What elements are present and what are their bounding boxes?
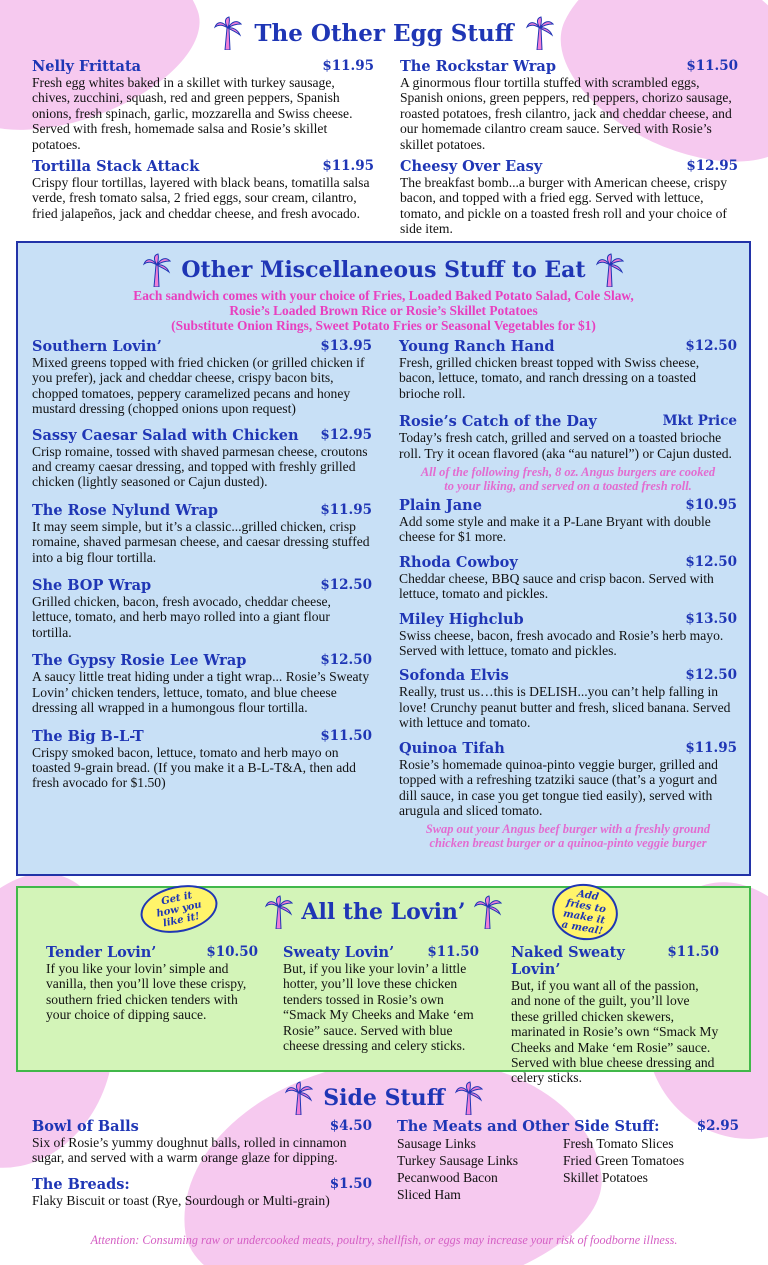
item-description: Really, trust us…this is DELISH...you can’t help falling in love! Crunchy peanut butter and fresh, sliced banana. Served with lettuce and tomato. (399, 684, 731, 731)
palm-tree-icon (143, 253, 171, 287)
item-title (400, 158, 738, 175)
item-price: $11.50 (686, 58, 738, 74)
item-name: Plain Jane (399, 497, 482, 515)
side-column-right (397, 1118, 739, 1203)
badge-text: Add fries to make it a meal! (560, 888, 607, 938)
item-price: $11.95 (322, 58, 374, 74)
item-name: Tender Lovin’ (46, 944, 157, 961)
item-price: $12.95 (686, 158, 738, 175)
item-title (32, 502, 372, 519)
lovin-column-1 (46, 944, 258, 1023)
item-price: $11.50 (667, 944, 719, 960)
item-title (399, 413, 737, 430)
item-name: The Gypsy Rosie Lee Wrap (32, 652, 247, 670)
item-name: Rosie’s Catch of the Day (399, 413, 597, 431)
item-title (32, 338, 372, 355)
item-description: But, if you like your lovin’ a little hotter, you’ll love these chicken tenders tossed in Rosie’s own “Smack My Cheeks and Make ‘em Rosie” sauce. Served with blue cheese dressing and celery sticks. (283, 961, 474, 1054)
section-title-misc (16, 250, 751, 290)
item-price: $2.95 (696, 1118, 739, 1134)
item-description: A ginormous flour tortilla stuffed with scrambled eggs, Spanish onions, green peppers, red peppers, chorizo sausage, roasted potatoes, fresh cilantro, jack and cheddar cheese, and our homemade cilantro cream sauce. Served with Rosie’s skillet potatoes. (400, 75, 732, 152)
item-price: $10.95 (685, 497, 737, 514)
note-line: Each sandwich comes with your choice of Fries, Loaded Baked Potato Salad, Cole Slaw, (133, 288, 634, 303)
item-title (32, 158, 374, 175)
item-price: $12.50 (685, 667, 737, 684)
side-column-left (32, 1118, 372, 1214)
item-description: Flaky Biscuit or toast (Rye, Sourdough or Multi-grain) (32, 1192, 330, 1208)
meats-list (397, 1135, 739, 1203)
badge-text: Get it how you like it! (155, 889, 203, 930)
item-description: Today’s fresh catch, grilled and served on a toasted brioche roll. Try it ocean flavored (aka “au naturel”) or Cajun dusted. (399, 430, 732, 461)
menu-item (400, 158, 738, 237)
item-name: Cheesy Over Easy (400, 158, 543, 176)
note-line: All of the following fresh, 8 oz. Angus burgers are cooked (420, 465, 716, 480)
item-title (399, 554, 737, 571)
palm-tree-icon (596, 253, 624, 287)
item-description: Swiss cheese, bacon, fresh avocado and Rosie’s herb mayo. Served with lettuce, tomato and pickles. (399, 627, 724, 659)
menu-item (32, 427, 372, 490)
menu-item (32, 502, 372, 565)
item-title (399, 497, 737, 514)
item-name: Rhoda Cowboy (399, 553, 518, 571)
misc-column-right (399, 338, 737, 850)
food-safety-footer: Attention: Consuming raw or undercooked meats, poultry, shellfish, or eggs may increase your risk of foodborne illness. (90, 1233, 678, 1247)
item-name: Young Ranch Hand (399, 338, 555, 355)
item-price: $10.50 (206, 944, 258, 960)
section-title-text: All the Lovin’ (301, 899, 466, 925)
menu-item (32, 58, 374, 152)
item-description: Mixed greens topped with fried chicken (or grilled chicken if you prefer), jack and cheddar cheese, crispy bacon bits, chopped tomatoes, peppery caramelized pecans and honey mustard dressing (chopped onions upon request) (32, 355, 365, 417)
note-line: to your liking, and served on a toasted fresh roll. (444, 479, 692, 494)
item-title (400, 58, 738, 75)
menu-item (399, 413, 737, 461)
item-title (32, 728, 372, 745)
item-description: If you like your lovin’ simple and vanilla, then you’ll love these crispy, southern fried chicken tenders with your choice of dipping sauce. (46, 961, 247, 1023)
item-name: The Breads: (32, 1175, 130, 1193)
item-title (32, 427, 372, 444)
item-price: $11.95 (685, 739, 737, 756)
item-title (399, 338, 737, 355)
item-name: Naked Sweaty Lovin’ (511, 944, 625, 978)
menu-item (32, 1118, 372, 1166)
item-name: Sofonda Elvis (399, 667, 509, 685)
item-description: Fresh, grilled chicken breast topped with Swiss cheese, bacon, lettuce, tomato, and ranch dressing on a toasted brioche roll. (399, 355, 700, 401)
item-name: The Rockstar Wrap (400, 58, 556, 75)
list-item: Turkey Sausage Links (397, 1153, 519, 1168)
item-name: The Big B-L-T (32, 727, 144, 745)
palm-tree-icon (455, 1081, 483, 1115)
item-description: Crisp romaine, tossed with shaved parmesan cheese, croutons and creamy caesar dressing, and topped with freshly grilled chicken (lightly seasoned or Cajun dusted). (32, 443, 368, 490)
item-title (32, 1118, 372, 1135)
item-name: The Rose Nylund Wrap (32, 501, 219, 519)
menu-item (32, 577, 372, 640)
section-title-text: Side Stuff (323, 1085, 445, 1111)
section-title-lovin (16, 892, 751, 932)
item-price: $4.50 (329, 1118, 372, 1134)
menu-item (399, 338, 737, 401)
item-title (32, 58, 374, 75)
item-price: $12.50 (685, 338, 737, 354)
note-line: (Substitute Onion Rings, Sweet Potato Fries or Seasonal Vegetables for $1) (171, 318, 596, 333)
section-title-text: Other Miscellaneous Stuff to Eat (181, 257, 586, 283)
misc-column-left (32, 338, 372, 797)
item-name: Nelly Frittata (32, 58, 142, 75)
list-item: Skillet Potatoes (563, 1170, 648, 1185)
meats-list-col1 (397, 1135, 563, 1203)
item-title (399, 667, 737, 684)
note-line: chicken breast burger or a quinoa-pinto veggie burger (429, 836, 707, 851)
menu-item (32, 338, 372, 417)
item-price: $11.50 (320, 727, 372, 744)
list-item: Sliced Ham (397, 1187, 461, 1202)
item-description: Grilled chicken, bacon, fresh avocado, cheddar cheese, lettuce, tomato, and herb mayo rolled into a giant flour tortilla. (32, 594, 331, 640)
note-line: Swap out your Angus beef burger with a freshly ground (425, 822, 711, 837)
menu-item (399, 497, 737, 545)
item-price: $12.50 (320, 577, 372, 594)
list-item: Sausage Links (397, 1136, 476, 1151)
item-name: She BOP Wrap (32, 577, 152, 595)
palm-tree-icon (526, 16, 554, 50)
section-title-other-egg (0, 14, 768, 52)
burger-note (399, 465, 737, 493)
item-price: $13.50 (685, 610, 737, 627)
item-title (46, 944, 258, 961)
menu-item (400, 58, 738, 152)
item-name: The Meats and Other Side Stuff: (397, 1118, 660, 1135)
item-price: $11.95 (320, 501, 372, 518)
egg-column-right (400, 58, 738, 243)
item-name: Sweaty Lovin’ (283, 944, 395, 961)
item-name: Miley Highclub (399, 610, 524, 628)
palm-tree-icon (265, 895, 293, 929)
menu-item (32, 1176, 372, 1208)
item-description: Crispy flour tortillas, layered with black beans, tomatilla salsa verde, fresh tomato salsa, 2 fried eggs, sour cream, cilantro, fried jalapeños, jack and cheddar cheese, and fresh avocado. (32, 175, 370, 221)
menu-item (399, 554, 737, 602)
lovin-column-3 (511, 944, 719, 1086)
item-title (283, 944, 479, 961)
menu-item (399, 740, 737, 819)
palm-tree-icon (474, 895, 502, 929)
palm-tree-icon (285, 1081, 313, 1115)
item-title (399, 740, 737, 757)
item-description: Rosie’s homemade quinoa-pinto veggie burger, grilled and topped with a refreshing tzatziki sauce (that’s a yogurt and dill sauce, in case you get tongue tied easily), served with arugula and sliced tomato. (399, 756, 718, 818)
section-title-text: The Other Egg Stuff (254, 19, 514, 47)
item-description: Fresh egg whites baked in a skillet with turkey sausage, chives, zucchini, squash, red and green peppers, Spanish onions, fresh spinach, garlic, mozzarella and Swiss cheese. Served with fresh, homemade salsa and Rosie’s skillet potatoes. (32, 75, 353, 152)
item-price: $11.50 (427, 944, 479, 960)
item-price: $11.95 (322, 158, 374, 175)
item-name: Tortilla Stack Attack (32, 158, 200, 176)
item-title (511, 944, 719, 978)
item-price: $12.50 (685, 553, 737, 570)
item-description: Six of Rosie’s yummy doughnut balls, rolled in cinnamon sugar, and served with a warm orange glaze for dipping. (32, 1135, 347, 1166)
item-price: Mkt Price (662, 413, 737, 430)
menu-item (32, 158, 374, 221)
item-name: Bowl of Balls (32, 1118, 139, 1135)
palm-tree-icon (214, 16, 242, 50)
egg-column-left (32, 58, 374, 227)
swap-note (399, 822, 737, 850)
list-item: Fresh Tomato Slices (563, 1136, 674, 1151)
item-title (32, 1176, 372, 1193)
lovin-column-2 (283, 944, 479, 1053)
item-description: Crispy smoked bacon, lettuce, tomato and herb mayo on toasted 9-grain bread. (If you make it a B-L-T&A, then add fresh avocado for $1.50) (32, 744, 356, 791)
item-name: Southern Lovin’ (32, 338, 162, 355)
menu-item (32, 728, 372, 791)
item-name: Sassy Caesar Salad with Chicken (32, 426, 299, 444)
item-price: $12.95 (320, 426, 372, 443)
menu-item (32, 652, 372, 715)
item-title (397, 1118, 739, 1135)
item-name: Quinoa Tifah (399, 739, 505, 757)
item-title (32, 577, 372, 594)
meats-list-col2 (563, 1135, 684, 1203)
list-item: Fried Green Tomatoes (563, 1153, 685, 1168)
item-price: $13.95 (320, 338, 372, 354)
item-description: The breakfast bomb...a burger with American cheese, crispy bacon, and topped with a fried egg. Served with lettuce, tomato, and pickle on a toasted fresh roll and your choice of side item. (400, 175, 728, 237)
menu-item (399, 667, 737, 730)
sandwich-sides-note (16, 288, 751, 333)
item-description: But, if you want all of the passion, and none of the guilt, you’ll love these grilled chicken skewers, marinated in Rosie’s own “Smack My Cheeks and Make ‘em Rosie” sauce. Served with blue cheese dressing and celery sticks. (511, 978, 719, 1086)
item-price: $1.50 (329, 1175, 372, 1192)
note-line: Rosie’s Loaded Brown Rice or Rosie’s Skillet Potatoes (229, 303, 538, 318)
menu-item (399, 611, 737, 659)
item-price: $12.50 (320, 652, 372, 669)
section-title-side (0, 1078, 768, 1118)
item-description: A saucy little treat hiding under a tight wrap... Rosie’s Sweaty Lovin’ chicken tenders, lettuce, tomato, and blue cheese dressing all wrapped in a humongous flour tortilla. (32, 669, 370, 716)
item-title (32, 652, 372, 669)
item-description: Add some style and make it a P-Lane Bryant with double cheese for $1 more. (399, 514, 711, 545)
list-item: Pecanwood Bacon (397, 1170, 498, 1185)
item-description: It may seem simple, but it’s a classic...grilled chicken, crisp romaine, shaved parmesan cheese, and caesar dressing stuffed into a big flour tortilla. (32, 518, 370, 565)
item-title (399, 611, 737, 628)
item-description: Cheddar cheese, BBQ sauce and crisp bacon. Served with lettuce, tomato and pickles. (399, 570, 714, 602)
